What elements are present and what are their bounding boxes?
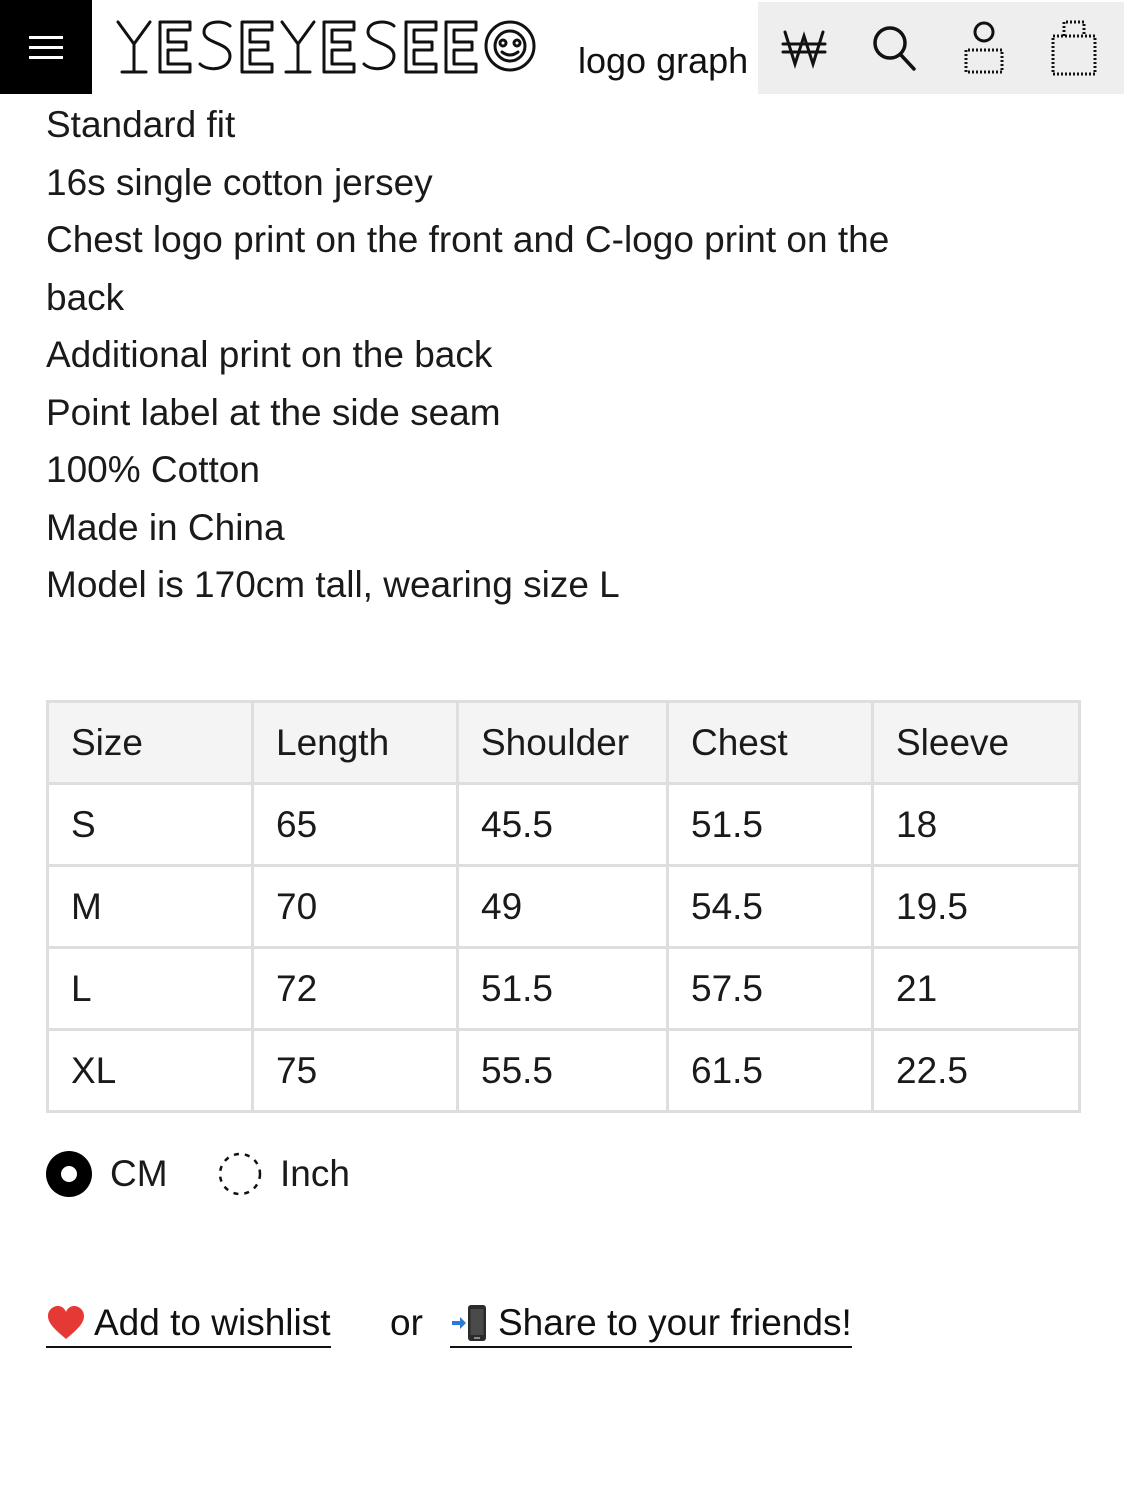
table-cell: 45.5	[458, 784, 668, 866]
menu-icon-bar	[29, 56, 63, 59]
table-cell: 51.5	[458, 948, 668, 1030]
or-separator: or	[390, 1302, 423, 1343]
table-cell: 75	[253, 1030, 458, 1112]
menu-icon-bar	[29, 36, 63, 39]
account-icon	[961, 20, 1007, 76]
table-row	[48, 784, 1080, 866]
unit-label-cm: CM	[110, 1153, 168, 1194]
table-cell: 21	[873, 948, 1080, 1030]
wishlist-label: Add to wishlist	[94, 1302, 331, 1343]
site-header	[0, 0, 1124, 94]
table-cell: 70	[253, 866, 458, 948]
table-cell: 72	[253, 948, 458, 1030]
column-header-shoulder: Shoulder	[458, 702, 668, 784]
table-row	[48, 1030, 1080, 1112]
description-line: Standard fit	[46, 104, 236, 145]
account-button[interactable]	[954, 18, 1014, 78]
currency-won-icon	[781, 26, 827, 70]
radio-selected-icon	[46, 1151, 92, 1197]
unit-option-inch[interactable]	[216, 1150, 350, 1198]
share-label: Share to your friends!	[498, 1302, 852, 1343]
description-line: Point label at the side seam	[46, 391, 501, 433]
add-to-wishlist-link[interactable]	[46, 1300, 331, 1348]
shopping-bag-icon	[1049, 18, 1099, 78]
description-line: Chest logo print on the front and C-logo print on the	[46, 219, 890, 260]
table-cell: 18	[873, 784, 1080, 866]
column-header-length: Length	[253, 702, 458, 784]
table-cell: 49	[458, 866, 668, 948]
menu-button[interactable]	[0, 0, 92, 94]
table-cell: 55.5	[458, 1030, 668, 1112]
table-cell: 51.5	[668, 784, 873, 866]
table-row	[48, 948, 1080, 1030]
table-cell: 61.5	[668, 1030, 873, 1112]
unit-option-cm[interactable]	[46, 1150, 168, 1198]
table-cell: 54.5	[668, 866, 873, 948]
description-line: Additional print on the back	[46, 334, 493, 375]
table-cell: S	[48, 784, 253, 866]
header-toolbar	[758, 2, 1124, 94]
description-line: 100% Cotton	[46, 449, 260, 490]
column-header-sleeve: Sleeve	[873, 702, 1080, 784]
table-cell: XL	[48, 1030, 253, 1112]
radio-unselected-icon	[216, 1150, 264, 1198]
column-header-chest: Chest	[668, 702, 873, 784]
unit-toggle	[46, 1150, 546, 1198]
brand-logo[interactable]	[112, 14, 544, 80]
table-cell: M	[48, 866, 253, 948]
search-icon	[871, 24, 917, 72]
currency-button[interactable]	[774, 18, 834, 78]
table-header-row	[48, 702, 1080, 784]
table-cell: 22.5	[873, 1030, 1080, 1112]
table-cell: 57.5	[668, 948, 873, 1030]
size-chart-table	[46, 700, 1081, 1113]
description-line: Made in China	[46, 506, 285, 548]
description-line: back	[46, 276, 125, 318]
description-line: Model is 170cm tall, wearing size L	[46, 564, 620, 605]
cart-button[interactable]	[1044, 18, 1104, 78]
product-actions	[46, 1300, 946, 1350]
table-cell: 65	[253, 784, 458, 866]
description-line: 16s single cotton jersey	[46, 161, 433, 203]
table-cell: 19.5	[873, 866, 1080, 948]
product-description	[46, 96, 1026, 614]
heart-icon	[46, 1305, 86, 1341]
table-row	[48, 866, 1080, 948]
mobile-share-icon	[450, 1303, 490, 1343]
table-cell: L	[48, 948, 253, 1030]
unit-label-inch: Inch	[280, 1153, 350, 1194]
share-link[interactable]	[450, 1300, 852, 1348]
menu-icon-bar	[29, 46, 63, 49]
column-header-size: Size	[48, 702, 253, 784]
page-title: logo graph	[578, 40, 749, 81]
search-button[interactable]	[864, 18, 924, 78]
